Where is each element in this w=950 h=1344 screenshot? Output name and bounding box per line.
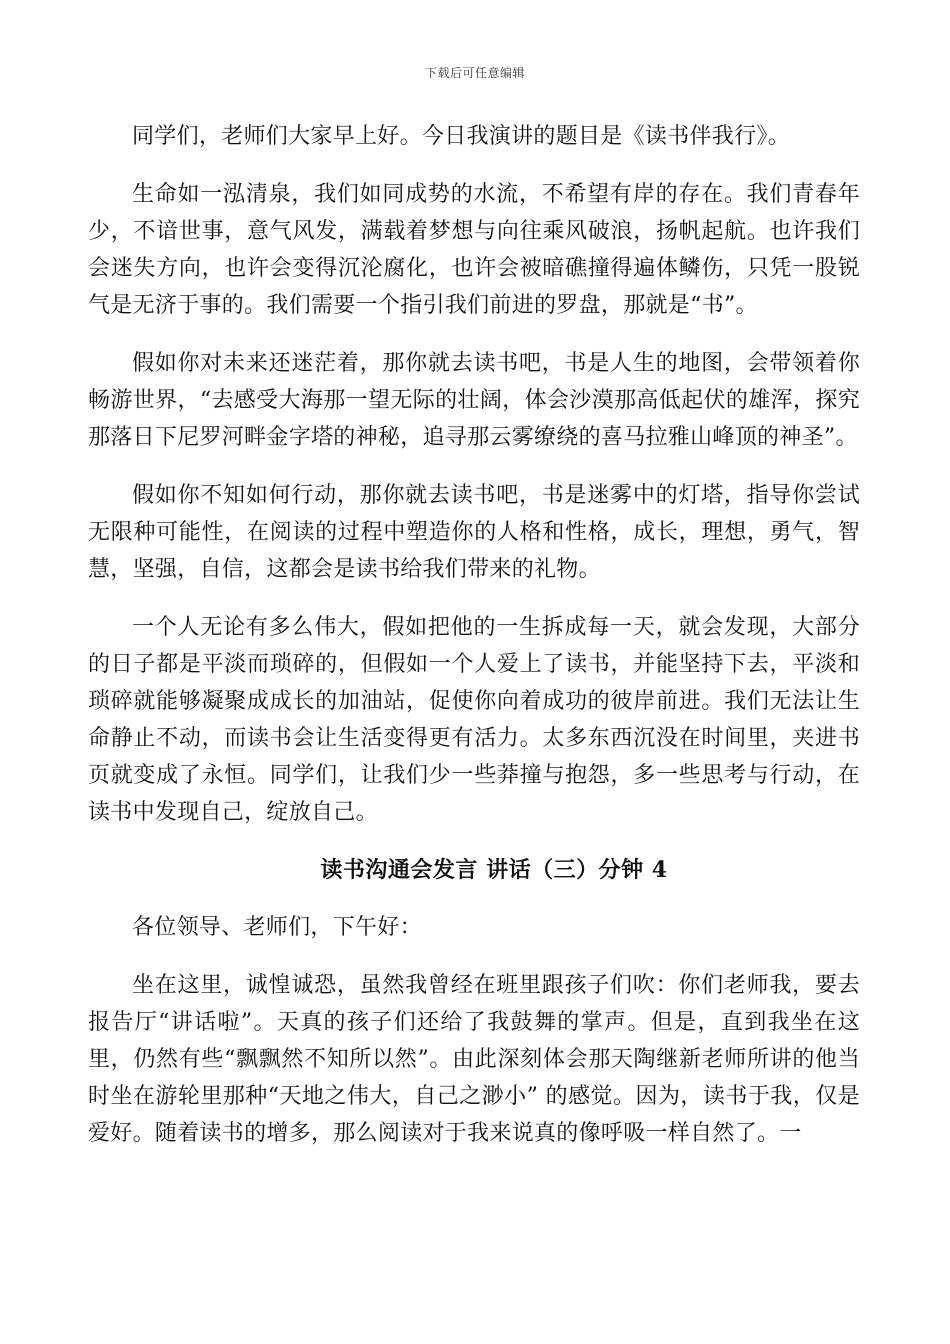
paragraph-map: 假如你对未来还迷茫着，那你就去读书吧，书是人生的地图，会带领着你畅游世界，“去感受大海那一望无际的壮阔，体会沙漠那高低起伏的雄浑，探究那落日下尼罗河畔金字塔的神秘，追寻那云雾缭绕的喜马拉雅山峰顶的神圣”。	[88, 351, 860, 450]
paragraph-life-spring: 生命如一泓清泉，我们如同成势的水流，不希望有岸的存在。我们青春年少，不谙世事，意气风发，满载着梦想与向往乘风破浪，扬帆起航。也许我们会迷失方向，也许会变得沉沦腐化，也许会被暗礁撞得遍体鳞伤，只凭一股锐气是无济于事的。我们需要一个指引我们前进的罗盘，那就是“书”。	[88, 182, 860, 318]
section-title: 读书沟通会发言 讲话（三）分钟 4	[320, 857, 668, 883]
document-body	[88, 118, 860, 1173]
paragraph-lighthouse: 假如你不知如何行动，那你就去读书吧，书是迷雾中的灯塔，指导你尝试无限种可能性，在阅读的过程中塑造你的人格和性格，成长，理想，勇气，智慧，坚强，自信，这都会是读书给我们带来的礼物。	[88, 483, 860, 582]
paragraph-greeting: 同学们，老师们大家早上好。今日我演讲的题目是《读书伴我行》。	[132, 124, 791, 149]
paragraph-everyday: 一个人无论有多么伟大，假如把他的一生拆成每一天，就会发现，大部分的日子都是平淡而琐碎的，但假如一个人爱上了读书，并能坚持下去，平淡和琐碎就能够凝聚成成长的加油站，促使你向着成功的彼岸前进。我们无法让生命静止不动，而读书会让生活变得更有活力。太多东西沉没在时间里，夹进书页就变成了永恒。同学们，让我们少一些莽撞与抱怨，多一些思考与行动，在读书中发现自己，绽放自己。	[88, 615, 860, 825]
paragraph-sitting-here: 坐在这里，诚惶诚恐，虽然我曾经在班里跟孩子们吹：你们老师我，要去报告厅“讲话啦”。天真的孩子们还给了我鼓舞的掌声。但是，直到我坐在这里，仍然有些“飘飘然不知所以然”。由此深刻体会那天陶继新老师所讲的他当时坐在游轮里那种“天地之伟大，自己之渺小” 的感觉。因为，读书于我，仅是爱好。随着读书的增多，那么阅读对于我来说真的像呼吸一样自然了。一	[88, 973, 860, 1146]
header-note: 下载后可任意编辑	[424, 66, 525, 80]
paragraph-salutation: 各位领导、老师们，下午好：	[132, 915, 422, 940]
